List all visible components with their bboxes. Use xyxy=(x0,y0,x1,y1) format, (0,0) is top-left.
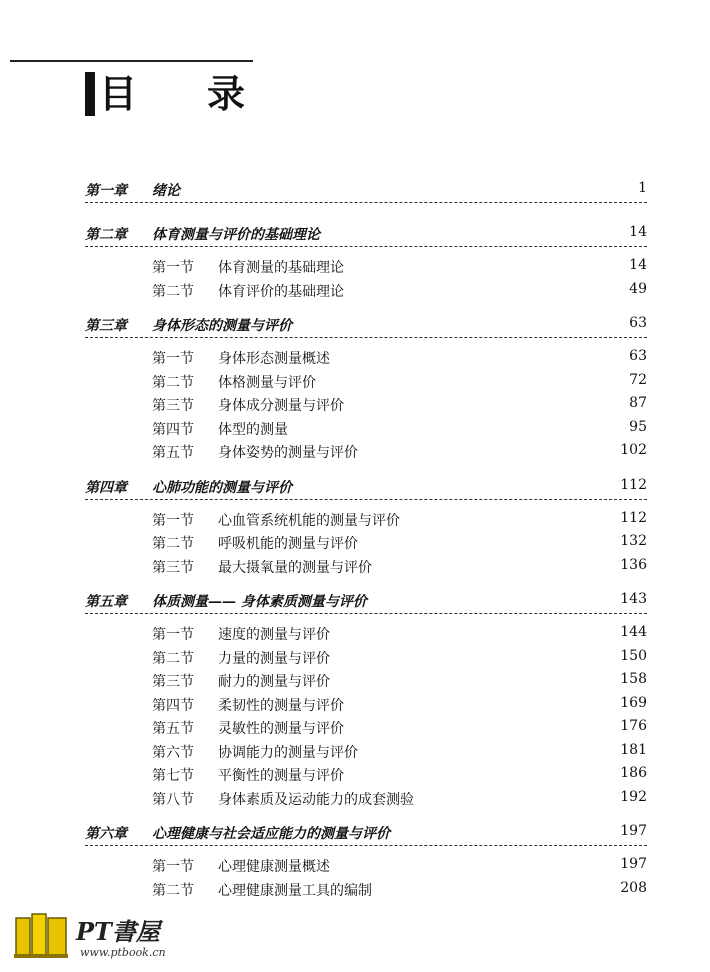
toc-section xyxy=(85,507,647,531)
toc-section xyxy=(85,392,647,416)
toc-section xyxy=(85,621,647,645)
toc-section-page: 95 xyxy=(629,418,647,435)
toc-section-page: 132 xyxy=(620,533,647,549)
toc-section-num: 第二节 xyxy=(152,536,194,552)
toc-section-name: 力量的测量与评价 xyxy=(218,650,330,667)
toc-section-page: 136 xyxy=(620,556,647,573)
toc-section-page: 169 xyxy=(620,694,647,711)
watermark-brand: PT書屋 xyxy=(76,917,160,946)
toc-section-name: 体育评价的基础理论 xyxy=(218,283,344,300)
toc-section-name: 平衡性的测量与评价 xyxy=(218,768,344,784)
toc-chapter xyxy=(85,222,647,254)
toc-section xyxy=(85,739,647,763)
toc-section xyxy=(85,692,647,716)
toc-section-num: 第八节 xyxy=(152,791,194,808)
books-logo-icon xyxy=(14,910,70,960)
toc-section-num: 第五节 xyxy=(152,445,194,461)
toc-chapter-name: 身体形态的测量与评价 xyxy=(152,318,292,334)
toc-section-num: 第二节 xyxy=(152,374,194,391)
toc-section-name: 心理健康测量工具的编制 xyxy=(218,882,372,899)
toc-section-page: 87 xyxy=(629,395,647,411)
toc-section-page: 186 xyxy=(620,765,647,781)
toc-section-name: 速度的测量与评价 xyxy=(218,627,330,643)
toc-section xyxy=(85,715,647,739)
table-of-contents xyxy=(85,178,647,900)
toc-section-num: 第六节 xyxy=(152,744,194,761)
toc-section-num: 第一节 xyxy=(152,627,194,643)
page-title xyxy=(85,70,315,118)
toc-section xyxy=(85,645,647,669)
toc-chapter-name: 体质测量—— 身体素质测量与评价 xyxy=(152,594,367,610)
toc-section-page: 208 xyxy=(620,879,647,896)
toc-section-name: 体格测量与评价 xyxy=(218,374,316,391)
chapter-gap xyxy=(85,463,647,475)
toc-section-num: 第二节 xyxy=(152,650,194,667)
toc-chapter xyxy=(85,589,647,621)
toc-section-page: 102 xyxy=(620,442,647,458)
toc-section-page: 197 xyxy=(620,856,647,872)
toc-section xyxy=(85,369,647,393)
toc-section-num: 第二节 xyxy=(152,283,194,300)
toc-section-page: 14 xyxy=(629,257,647,273)
toc-chapter-num: 第四章 xyxy=(85,479,127,496)
toc-section-name: 最大摄氧量的测量与评价 xyxy=(218,559,372,576)
toc-section-num: 第一节 xyxy=(152,512,194,529)
toc-section-page: 176 xyxy=(620,718,647,734)
toc-chapter-page: 1 xyxy=(638,180,647,196)
toc-section-name: 身体素质及运动能力的成套测验 xyxy=(218,791,414,808)
toc-section-num: 第三节 xyxy=(152,674,194,690)
chapter-dashed-rule xyxy=(85,499,647,500)
toc-section-page: 112 xyxy=(620,509,647,526)
toc-section-num: 第一节 xyxy=(152,859,194,875)
toc-section-page: 63 xyxy=(629,348,647,364)
title-bar-mark xyxy=(85,72,95,116)
toc-section-page: 144 xyxy=(620,624,647,640)
chapter-gap xyxy=(85,577,647,589)
toc-section-num: 第五节 xyxy=(152,721,194,737)
toc-section-name: 体育测量的基础理论 xyxy=(218,260,344,276)
toc-section-name: 身体形态测量概述 xyxy=(218,351,330,367)
toc-chapter-num: 第一章 xyxy=(85,183,127,199)
toc-section-name: 心血管系统机能的测量与评价 xyxy=(218,512,400,529)
toc-section-page: 150 xyxy=(620,647,647,664)
toc-section-name: 协调能力的测量与评价 xyxy=(218,744,358,761)
toc-section-num: 第七节 xyxy=(152,768,194,784)
toc-section xyxy=(85,278,647,302)
page-title-text: 目录 xyxy=(99,71,316,116)
toc-section xyxy=(85,762,647,786)
toc-chapter xyxy=(85,821,647,853)
toc-chapter-num: 第五章 xyxy=(85,594,127,610)
toc-section xyxy=(85,530,647,554)
toc-chapter-name: 心肺功能的测量与评价 xyxy=(152,479,292,496)
toc-section-num: 第三节 xyxy=(152,398,194,414)
header-rule xyxy=(10,60,253,62)
watermark-url: www.ptbook.cn xyxy=(80,946,166,959)
chapter-dashed-rule xyxy=(85,202,647,203)
chapter-dashed-rule xyxy=(85,613,647,614)
toc-section-name: 耐力的测量与评价 xyxy=(218,674,330,690)
toc-section-page: 181 xyxy=(620,741,647,758)
toc-section-page: 72 xyxy=(629,371,647,388)
toc-section-page: 158 xyxy=(620,671,647,687)
toc-section xyxy=(85,853,647,877)
toc-section-name: 身体姿势的测量与评价 xyxy=(218,445,358,461)
toc-section-name: 呼吸机能的测量与评价 xyxy=(218,536,358,552)
toc-section-num: 第一节 xyxy=(152,260,194,276)
toc-chapter-page: 197 xyxy=(620,823,647,839)
toc-section xyxy=(85,345,647,369)
toc-section xyxy=(85,877,647,901)
chapter-dashed-rule xyxy=(85,246,647,247)
toc-chapter-name: 心理健康与社会适应能力的测量与评价 xyxy=(152,826,390,842)
toc-section-name: 身体成分测量与评价 xyxy=(218,398,344,414)
toc-chapter-page: 143 xyxy=(620,591,647,607)
toc-section xyxy=(85,554,647,578)
chapter-dashed-rule xyxy=(85,845,647,846)
toc-chapter-num: 第六章 xyxy=(85,826,127,842)
toc-section-num: 第二节 xyxy=(152,882,194,899)
toc-section-num: 第三节 xyxy=(152,559,194,576)
chapter-gap xyxy=(85,809,647,821)
chapter-gap xyxy=(85,301,647,313)
toc-chapter xyxy=(85,313,647,345)
toc-section-num: 第四节 xyxy=(152,421,194,438)
toc-chapter xyxy=(85,178,647,210)
toc-chapter-name: 绪论 xyxy=(152,183,180,199)
toc-section xyxy=(85,254,647,278)
toc-section-num: 第一节 xyxy=(152,351,194,367)
toc-section-name: 灵敏性的测量与评价 xyxy=(218,721,344,737)
watermark-logo xyxy=(14,908,184,964)
toc-chapter-page: 63 xyxy=(629,315,647,331)
toc-section-num: 第四节 xyxy=(152,697,194,714)
toc-section-name: 体型的测量 xyxy=(218,421,288,438)
toc-section-name: 心理健康测量概述 xyxy=(218,859,330,875)
toc-chapter-name: 体育测量与评价的基础理论 xyxy=(152,227,320,243)
toc-section-page: 49 xyxy=(629,280,647,297)
chapter-dashed-rule xyxy=(85,337,647,338)
toc-section-page: 192 xyxy=(620,788,647,805)
toc-chapter-num: 第二章 xyxy=(85,227,127,243)
toc-chapter-page: 14 xyxy=(629,224,647,240)
toc-chapter-num: 第三章 xyxy=(85,318,127,334)
toc-section xyxy=(85,416,647,440)
toc-chapter xyxy=(85,475,647,507)
toc-section-name: 柔韧性的测量与评价 xyxy=(218,697,344,714)
toc-section xyxy=(85,439,647,463)
chapter-gap xyxy=(85,210,647,222)
toc-section xyxy=(85,668,647,692)
toc-section xyxy=(85,786,647,810)
toc-chapter-page: 112 xyxy=(620,476,647,493)
